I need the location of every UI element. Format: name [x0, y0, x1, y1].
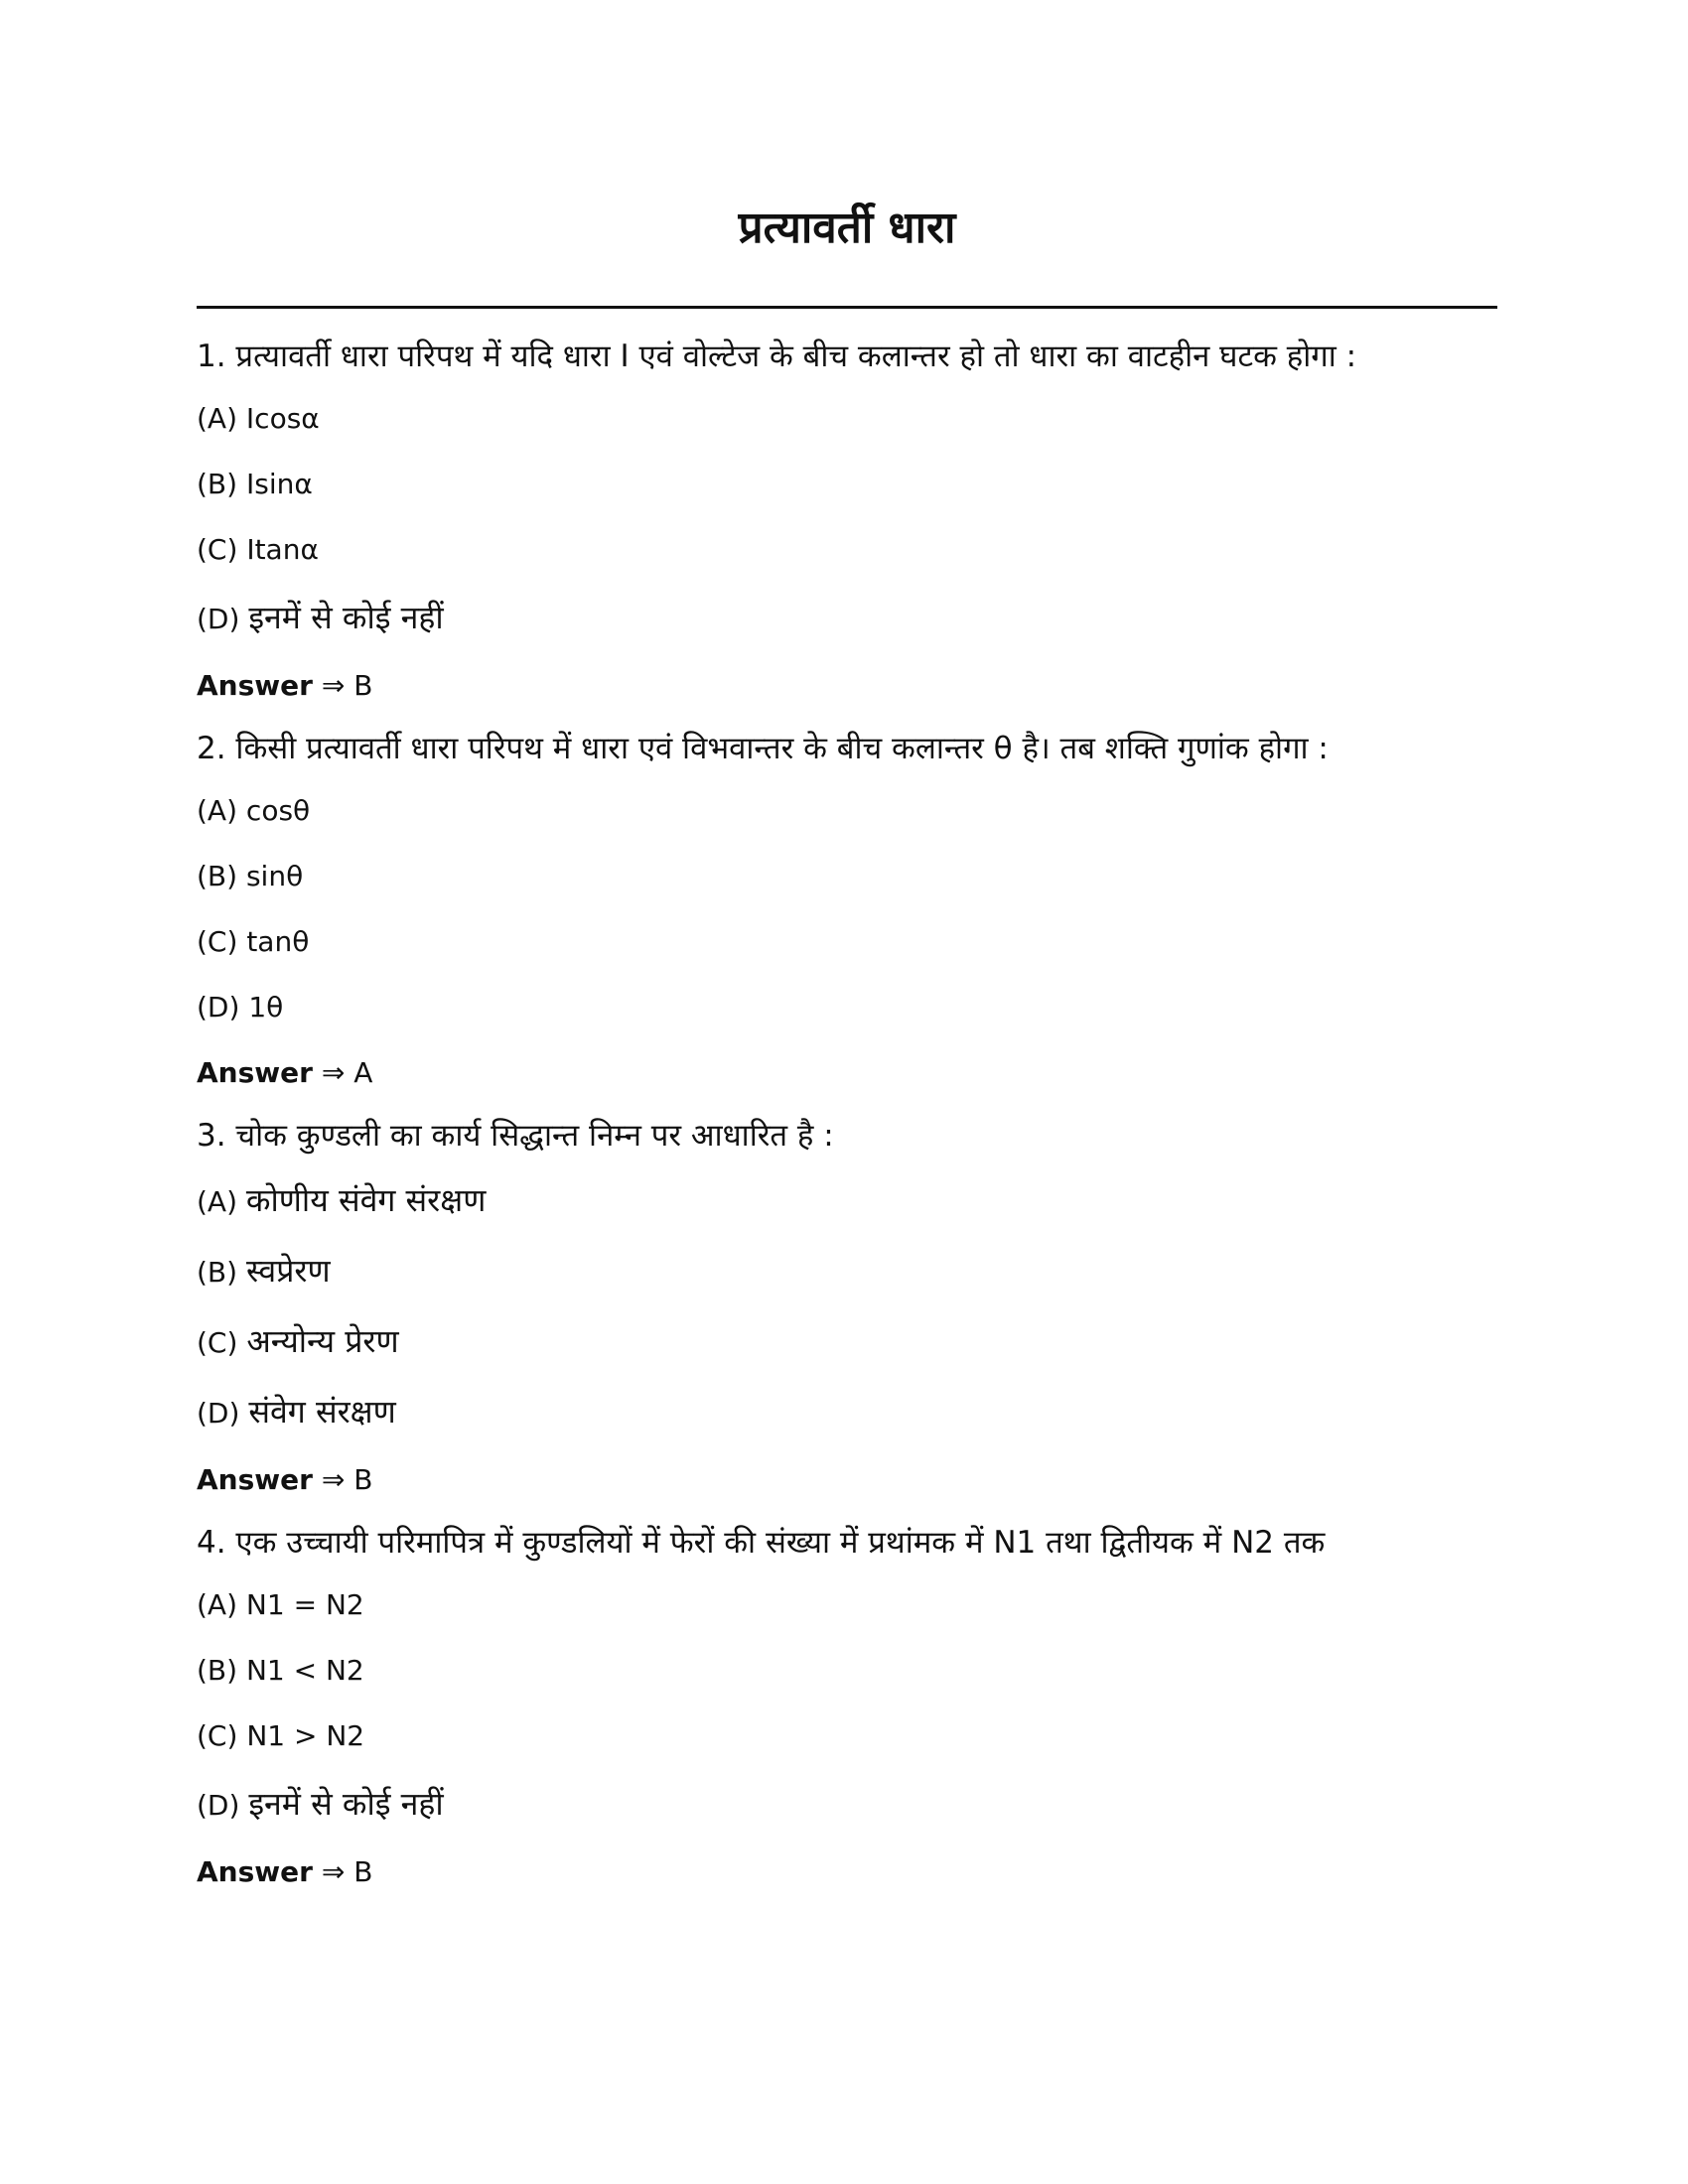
option-label: (B): [197, 1256, 238, 1289]
answer-value: ⇒ A: [321, 1056, 373, 1089]
answer-option: [197, 452, 1497, 517]
answer-value: ⇒ B: [321, 1855, 373, 1888]
option-label: (D): [197, 603, 240, 635]
question-text: 3. चोक कुण्डली का कार्य सिद्धान्त निम्न पर आधारित है :: [197, 1118, 834, 1154]
answer-label: Answer: [197, 669, 313, 702]
option-text: sinθ: [245, 860, 304, 892]
option-text: cosθ: [245, 794, 311, 827]
page-title: प्रत्यावर्ती धारा: [738, 203, 956, 253]
answer-option: [197, 1704, 1497, 1769]
option-label: (A): [197, 1185, 238, 1218]
option-label: (A): [197, 1588, 238, 1621]
option-label: (A): [197, 402, 238, 435]
question-block: [197, 719, 1497, 1106]
question-text: 2. किसी प्रत्यावर्ती धारा परिपथ में धारा एवं विभवान्तर के बीच कलान्तर θ है। तब शक्ति गुणांक होगा :: [197, 731, 1329, 766]
option-text: कोणीय संवेग संरक्षण: [245, 1181, 487, 1219]
option-text: 1θ: [248, 991, 284, 1024]
question-list: [197, 327, 1497, 1905]
question-block: [197, 1106, 1497, 1513]
answer-option: [197, 778, 1497, 844]
question-block: [197, 327, 1497, 719]
option-label: (C): [197, 533, 238, 566]
answer-option: [197, 1306, 1497, 1377]
option-text: N1 = N2: [245, 1588, 364, 1621]
answer-option: [197, 844, 1497, 909]
answer-option: [197, 975, 1497, 1040]
answer-option: [197, 386, 1497, 452]
option-label: (B): [197, 1654, 238, 1687]
answer-label: Answer: [197, 1463, 313, 1496]
answer-option: [197, 583, 1497, 653]
question-block: [197, 1513, 1497, 1905]
option-text: इनमें से कोई नहीं: [248, 1785, 444, 1823]
answer-label: Answer: [197, 1056, 313, 1089]
question-text: 1. प्रत्यावर्ती धारा परिपथ में यदि धारा I एवं वोल्टेज के बीच कलान्तर हो तो धारा का वाटहीन घटक होगा :: [197, 339, 1357, 374]
answer-line: [197, 1447, 1497, 1513]
option-text: tanθ: [246, 925, 310, 958]
option-label: (D): [197, 1789, 240, 1822]
option-text: N1 < N2: [245, 1654, 364, 1687]
answer-option: [197, 1377, 1497, 1447]
answer-option: [197, 1769, 1497, 1840]
option-label: (C): [197, 1719, 238, 1752]
answer-option: [197, 1572, 1497, 1638]
option-text: Isinα: [245, 468, 313, 500]
option-text: इनमें से कोई नहीं: [248, 599, 444, 636]
answer-option: [197, 517, 1497, 583]
answer-line: [197, 1840, 1497, 1905]
option-text: Icosα: [245, 402, 320, 435]
answer-option: [197, 1165, 1497, 1236]
option-text: अन्योन्य प्रेरण: [246, 1322, 399, 1360]
option-label: (C): [197, 925, 238, 958]
option-label: (D): [197, 1397, 240, 1430]
title-divider: [197, 306, 1497, 309]
answer-line: [197, 1040, 1497, 1106]
answer-option: [197, 909, 1497, 975]
option-text: N1 > N2: [246, 1719, 365, 1752]
answer-line: [197, 653, 1497, 719]
question-text: 4. एक उच्चायी परिमापित्र में कुण्डलियों में फेरों की संख्या में प्रथांमक में N1 तथा द्वितीयक में N2 तक: [197, 1525, 1326, 1561]
answer-value: ⇒ B: [321, 1463, 373, 1496]
answer-option: [197, 1638, 1497, 1704]
answer-option: [197, 1236, 1497, 1306]
answer-value: ⇒ B: [321, 669, 373, 702]
option-label: (B): [197, 468, 238, 500]
answer-label: Answer: [197, 1855, 313, 1888]
option-label: (D): [197, 991, 240, 1024]
option-label: (B): [197, 860, 238, 892]
option-label: (A): [197, 794, 238, 827]
document-page: [197, 189, 1497, 1905]
option-label: (C): [197, 1326, 238, 1359]
option-text: संवेग संरक्षण: [248, 1393, 396, 1431]
option-text: Itanα: [246, 533, 319, 566]
option-text: स्वप्रेरण: [245, 1252, 331, 1290]
